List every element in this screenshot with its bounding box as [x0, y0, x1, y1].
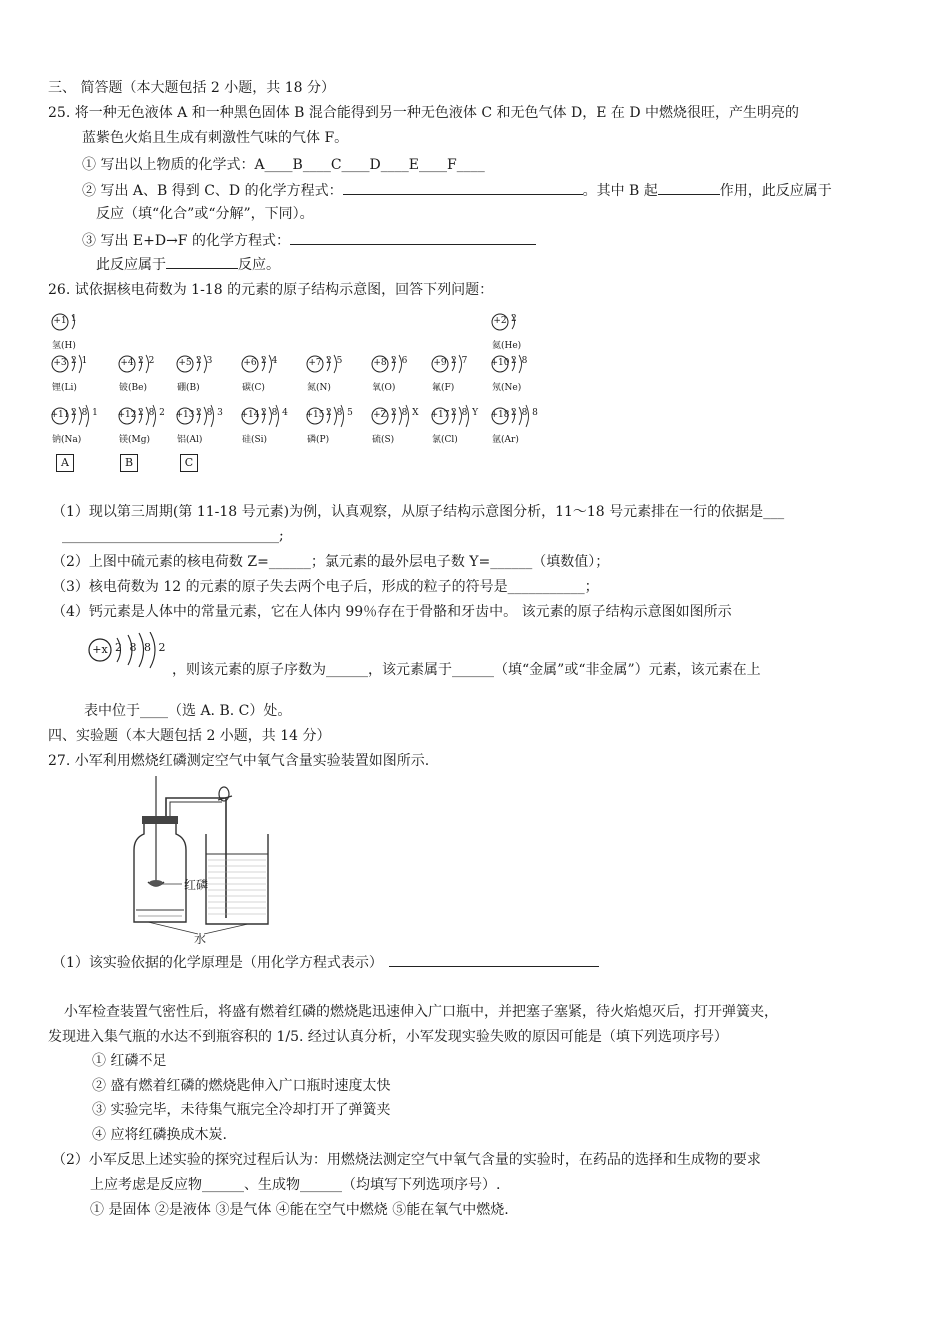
atom-element-name: 硫(S): [372, 435, 395, 445]
atom-shells: 2 8 4: [261, 408, 289, 418]
atom-nucleus: +7: [308, 358, 322, 368]
answer-blank[interactable]: [658, 180, 720, 195]
q27-intro: 27. 小军利用燃烧红磷测定空气中氧气含量实验装置如图所示.: [48, 753, 430, 769]
atom-diagram: [490, 310, 560, 356]
atom-element-name: 硼(B): [177, 383, 200, 393]
atom-nucleus: +8: [373, 358, 387, 368]
q27-option-1: ① 红磷不足: [92, 1053, 167, 1069]
answer-blank[interactable]: [166, 254, 238, 269]
atom-diagram: [50, 352, 120, 398]
label-red-phosphorus: 红磷: [184, 878, 209, 892]
atom-shells: 2 8 8: [511, 408, 539, 418]
atom-nucleus: +9: [433, 358, 447, 368]
q25-line5: 反应（填“化合”或“分解”，下同）。: [96, 206, 314, 222]
apparatus-drawing: [128, 772, 278, 942]
atom-diagram: [305, 352, 375, 398]
red-phosphorus-apparatus-figure: [128, 772, 278, 946]
atom-shells: 2 1: [71, 356, 89, 366]
atom-element-name: 磷(P): [307, 435, 330, 445]
answer-blank[interactable]: [389, 952, 599, 967]
atom-shells: 2 8 5: [326, 408, 354, 418]
atom-shells: 2 8 3: [196, 408, 224, 418]
atom-nucleus: +13: [175, 410, 195, 420]
q26-p4a: （4）钙元素是人体中的常量元素，它在人体内 99％存在于骨骼和牙齿中。 该元素的原子结构示意图如图所示: [52, 604, 732, 620]
q27-p1: [52, 952, 599, 973]
atom-shells: 2 8 1: [71, 408, 99, 418]
q27-para1: 小军检查装置气密性后，将盛有燃着红磷的燃烧匙迅速伸入广口瓶中，并把塞子塞紧，待火焰熄灭后，打开弹簧夹，: [64, 1004, 778, 1020]
atom-nucleus: +12: [117, 410, 137, 420]
atom-element-name: 氯(Cl): [432, 435, 458, 445]
atom-nucleus: +18: [490, 410, 510, 420]
atom-element-name: 碳(C): [242, 383, 265, 393]
q27-option-3: ③ 实验完毕，未待集气瓶完全冷却打开了弹簧夹: [92, 1102, 391, 1118]
atom-shells: 2 5: [326, 356, 344, 366]
atom-diagram: [305, 404, 375, 450]
atom-element-name: 氢(H): [52, 341, 76, 351]
q27-p2a: （2）小军反思上述实验的探究过程后认为：用燃烧法测定空气中氧气含量的实验时，在药品的选择和生成物的要求: [52, 1152, 761, 1168]
q27-para2: 发现进入集气瓶的水达不到瓶容积的 1/5. 经过认真分析，小军发现实验失败的原因可能是（填下列选项序号）: [48, 1029, 728, 1045]
atom-diagram: [240, 352, 310, 398]
calcium-atom-diagram: [84, 632, 174, 678]
atom-element-name: 锂(Li): [52, 383, 77, 393]
q25-line6: [82, 230, 536, 251]
q25-line7-part1: 此反应属于: [96, 257, 166, 273]
atom-shells: 2 4: [261, 356, 279, 366]
q26-p4c: 表中位于____（选 A. B. C）处。: [84, 703, 292, 719]
atom-nucleus: +14: [240, 410, 260, 420]
atom-shells: 2 3: [196, 356, 214, 366]
q25-line1: 25. 将一种无色液体 A 和一种黑色固体 B 混合能得到另一种无色液体 C 和无色气体 D，E 在 D 中燃烧很旺，产生明亮的: [48, 105, 799, 121]
q27-p2c: ① 是固体 ②是液体 ③是气体 ④能在空气中燃烧 ⑤能在氧气中燃烧.: [90, 1202, 509, 1218]
atom-nucleus: +6: [243, 358, 257, 368]
atom-nucleus: +3: [53, 358, 67, 368]
q26-p3: （3）核电荷数为 12 的元素的原子失去两个电子后，形成的粒子的符号是___________；: [52, 579, 599, 595]
q25-line4: [82, 180, 832, 201]
atom-shells: 2: [511, 314, 518, 324]
label-water: 水: [194, 932, 207, 946]
atom-element-name: 氖(Ne): [492, 383, 522, 393]
atom-element-name: 钠(Na): [52, 435, 82, 445]
atom-diagram: [50, 404, 120, 450]
atom-element-name: 氩(Ar): [492, 435, 519, 445]
q26-p1b: _______________________________;: [62, 528, 284, 544]
atom-element-name: 铍(Be): [119, 383, 147, 393]
q25-line4-part3: 作用，此反应属于: [719, 183, 832, 199]
atom-shells: 2 8 Y: [451, 408, 480, 418]
q27-p2b: 上应考虑是反应物______、生成物______（均填写下列选项序号）.: [90, 1177, 501, 1193]
atom-element-name: 氟(F): [432, 383, 455, 393]
q25-line3: ① 写出以上物质的化学式：A____B____C____D____E____F____: [82, 157, 485, 173]
q26-p2: （2）上图中硫元素的核电荷数 Z=______；氯元素的最外层电子数 Y=______（填数值）；: [52, 554, 610, 570]
atom-diagram: [490, 404, 560, 450]
atom-shells: 2 2: [138, 356, 156, 366]
atom-shells: 2 6: [391, 356, 409, 366]
q25-line6-text: ③ 写出 E+D→F 的化学方程式：: [82, 233, 290, 249]
atom-element-name: 铝(Al): [177, 435, 203, 445]
atom-diagram: [175, 404, 245, 450]
atom-element-name: 氦(He): [492, 341, 522, 351]
section4-title: 四、实验题（本大题包括 2 小题，共 14 分）: [48, 728, 331, 744]
atom-shells: 2 8: [511, 356, 529, 366]
q26-intro: 26. 试依据核电荷数为 1-18 的元素的原子结构示意图，回答下列问题：: [48, 282, 494, 298]
section3-title: 三、 简答题（本大题包括 2 小题，共 18 分）: [48, 80, 335, 96]
q27-p1-text: （1）该实验依据的化学原理是（用化学方程式表示）: [52, 955, 383, 971]
atom-nucleus: +15: [305, 410, 325, 420]
atom-nucleus: +17: [430, 410, 450, 420]
q25-line4-part1: ② 写出 A、B 得到 C、D 的化学方程式：: [82, 183, 343, 199]
atom-diagram: [175, 352, 245, 398]
atom-diagram: [50, 310, 120, 356]
atom-diagram: [240, 404, 310, 450]
q27-option-4: ④ 应将红磷换成木炭.: [92, 1127, 227, 1143]
atom-nucleus: +10: [490, 358, 510, 368]
answer-blank[interactable]: [290, 230, 536, 245]
q27-option-2: ② 盛有燃着红磷的燃烧匙伸入广口瓶时速度太快: [92, 1078, 391, 1094]
atom-diagram: [490, 352, 560, 398]
q26-p4b: ，则该元素的原子序数为______，该元素属于______（填“金属”或“非金属”）元素，该元素在上: [172, 662, 761, 678]
atom-element-name: 氮(N): [307, 383, 331, 393]
position-box-a: A: [56, 454, 74, 472]
answer-blank[interactable]: [343, 180, 583, 195]
atom-nucleus: +Z: [373, 410, 387, 420]
position-box-c: C: [180, 454, 198, 472]
atom-shells: 1: [71, 314, 78, 324]
q26-p1a: （1）现以第三周期(第 11-18 号元素)为例，认真观察，从原子结构示意图分析，11～18 号元素排在一行的依据是___: [52, 504, 785, 520]
atom-nucleus: +11: [50, 410, 70, 420]
atom-shells: 2 7: [451, 356, 469, 366]
atom-nucleus: +4: [120, 358, 134, 368]
atom-nucleus: +2: [493, 316, 507, 326]
calcium-nucleus: +x: [92, 643, 108, 656]
position-box-b: B: [120, 454, 138, 472]
atom-shells: 2 8 2: [138, 408, 166, 418]
calcium-shells: 2 8 8 2: [115, 641, 168, 654]
atom-nucleus: +1: [53, 316, 67, 326]
atom-shells: 2 8 X: [391, 408, 420, 418]
q25-line7: [96, 254, 280, 275]
atom-nucleus: +5: [178, 358, 192, 368]
q25-line7-part2: 反应。: [238, 257, 280, 273]
atom-element-name: 镁(Mg): [119, 435, 150, 445]
atom-element-name: 氧(O): [372, 383, 396, 393]
q25-line2: 蓝紫色火焰且生成有刺激性气味的气体 F。: [82, 130, 349, 146]
atom-element-name: 硅(Si): [242, 435, 268, 445]
q25-line4-part2: 。其中 B 起: [582, 183, 658, 199]
